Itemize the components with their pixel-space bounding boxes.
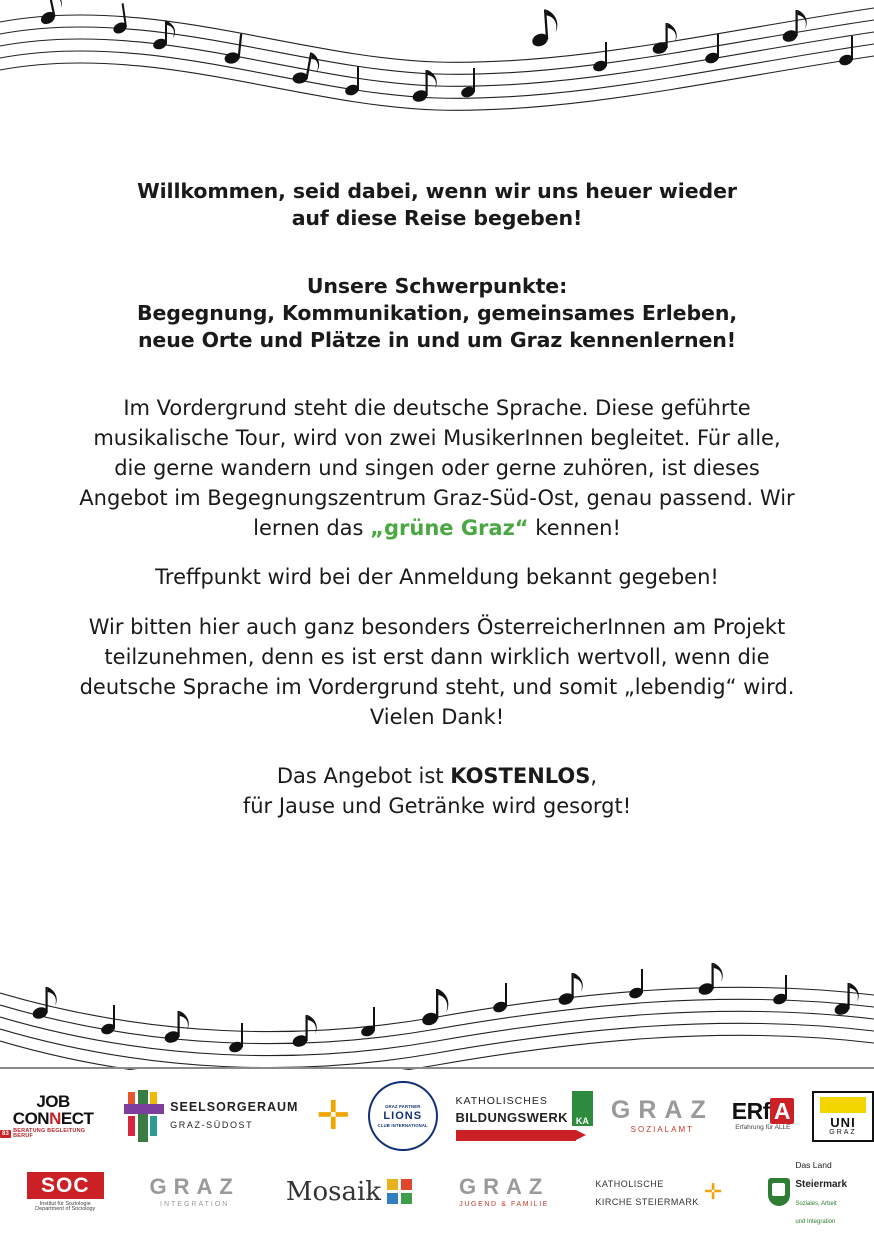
- job-connect-line-2a: CON: [12, 1108, 50, 1128]
- uni-graz-yellow-block: [820, 1097, 866, 1113]
- soc-title: SOC: [27, 1172, 104, 1199]
- participation-paragraph: Wir bitten hier auch ganz besonders ÖsterreicherInnen am Projekt teilzunehmen, denn es ist erst dann wirklich wertvoll, wenn die deutsche Sprache im Vordergrund steht, und somit „lebendig“ wird. Vielen Dank!: [79, 615, 795, 729]
- price-paragraph: [77, 762, 797, 822]
- job-connect-line-1: JOB: [36, 1091, 70, 1111]
- green-graz-highlight: „grüne Graz“: [370, 515, 529, 540]
- kbw-line-1: KATHOLISCHES: [455, 1094, 548, 1107]
- job-connect-line-2b: N: [49, 1108, 61, 1128]
- lions-line-3: CLUB INTERNATIONAL: [377, 1123, 428, 1128]
- meeting-point-paragraph: Treffpunkt wird bei der Anmeldung bekannt gegeben!: [155, 565, 719, 590]
- price-line-2: für Jause und Getränke wird gesorgt!: [242, 794, 632, 819]
- graz-jf-line-1: GRAZ: [459, 1174, 550, 1199]
- kbw-line-2: BILDUNGSWERK: [455, 1109, 568, 1125]
- uni-graz-line-1: UNI: [830, 1114, 856, 1130]
- logo-mosaik: [286, 1177, 413, 1207]
- graz-sozialamt-line-2: SOZIALAMT: [630, 1125, 694, 1134]
- mosaik-tiles-icon: [387, 1179, 413, 1205]
- land-line-2: Steiermark: [795, 1178, 848, 1190]
- intro-paragraph: [77, 394, 797, 543]
- seelsorgeraum-line-1: SEELSORGERAUM: [170, 1100, 299, 1115]
- kks-cross-icon: ✛: [703, 1179, 723, 1204]
- logo-graz-jugend-familie: [459, 1176, 549, 1208]
- intro-text-part-1: Im Vordergrund steht die deutsche Sprache. Diese geführte musikalische Tour, wird von zwei MusikerInnen begleitet. Für alle, die gerne wandern und singen oder gerne zuhören, ist dieses Angebot im Begegnungszentrum Graz-Süd-Ost, genau passend. Wir lernen das: [79, 396, 795, 540]
- land-line-3: Soziales, Arbeit: [795, 1201, 837, 1207]
- footer-divider: [0, 1067, 874, 1069]
- kks-line-1: KATHOLISCHE: [595, 1178, 664, 1189]
- focus-block: [87, 273, 787, 355]
- price-prefix: Das Angebot ist: [276, 764, 451, 789]
- focus-title: Unsere Schwerpunkte:: [306, 273, 568, 298]
- mosaik-name: Mosaik: [285, 1177, 382, 1207]
- poster-text-body: [0, 178, 874, 822]
- lions-line-2: LIONS: [383, 1110, 423, 1122]
- music-staff-bottom: [0, 955, 874, 1070]
- seelsorgeraum-line-2: GRAZ-SÜDOST: [170, 1120, 254, 1130]
- logo-katholisches-bildungswerk: [456, 1091, 593, 1141]
- graz-jf-line-2: JUGEND & FAMILIE: [459, 1201, 550, 1208]
- intro-text-part-2: kennen!: [528, 515, 621, 540]
- headline: [87, 178, 787, 233]
- kbw-red-arrow: [456, 1130, 576, 1141]
- logo-row-1: [0, 1078, 874, 1154]
- logo-land-steiermark: [768, 1155, 847, 1229]
- soc-line-1: Institut für Soziologie: [39, 1200, 91, 1207]
- land-line-4: und Integration: [795, 1219, 836, 1226]
- graz-integration-line-2: INTEGRATION: [160, 1201, 230, 1208]
- logo-soc: [27, 1172, 104, 1213]
- kbw-badge: KA: [572, 1091, 593, 1126]
- kks-line-2: KIRCHE STEIERMARK: [595, 1197, 699, 1207]
- graz-sozialamt-line-1: GRAZ: [610, 1096, 714, 1124]
- logo-graz-integration: [150, 1176, 240, 1208]
- kreuz-symbol-icon: ✛: [316, 1094, 350, 1138]
- logo-graz-sozialamt: [611, 1098, 714, 1134]
- steiermark-shield-icon: [768, 1178, 790, 1206]
- soc-line-2: Department of Sociology: [35, 1206, 96, 1212]
- logo-erfa: [732, 1100, 794, 1132]
- price-keyword: KOSTENLOS: [450, 764, 591, 789]
- sponsor-logo-strip: [0, 1078, 874, 1238]
- price-suffix: ,: [590, 764, 598, 789]
- job-connect-line-2c: ECT: [60, 1108, 94, 1128]
- logo-job-connect: [0, 1093, 106, 1140]
- erfa-line-1b: A: [770, 1098, 794, 1124]
- focus-line-1: Begegnung, Kommunikation, gemeinsames Erleben,: [136, 300, 738, 325]
- graz-integration-line-1: GRAZ: [149, 1174, 240, 1199]
- uni-graz-line-2: GRAZ: [829, 1128, 857, 1136]
- logo-uni-graz: [812, 1091, 874, 1142]
- headline-line-1: Willkommen, seid dabei, wenn wir uns heuer wieder: [137, 179, 737, 203]
- job-connect-badge: 83: [2, 1131, 10, 1137]
- job-connect-tagline: BERATUNG BEGLEITUNG BERUF: [13, 1127, 86, 1139]
- erfa-line-2: Erfahrung für ALLE: [735, 1124, 791, 1132]
- focus-line-2: neue Orte und Plätze in und um Graz kennenlernen!: [137, 328, 737, 352]
- colored-cross-icon: [124, 1090, 164, 1142]
- logo-lions-club: [368, 1081, 438, 1151]
- land-line-1: Das Land: [795, 1160, 832, 1171]
- logo-row-2: [0, 1154, 874, 1230]
- logo-katholische-kirche-steiermark: [595, 1174, 722, 1211]
- erfa-line-1a: ERf: [731, 1098, 770, 1125]
- logo-seelsorgeraum: [124, 1090, 298, 1142]
- headline-line-2: auf diese Reise begeben!: [291, 206, 583, 231]
- lions-line-1: GRAZ PARTNER: [385, 1104, 421, 1109]
- music-staff-top: [0, 0, 874, 135]
